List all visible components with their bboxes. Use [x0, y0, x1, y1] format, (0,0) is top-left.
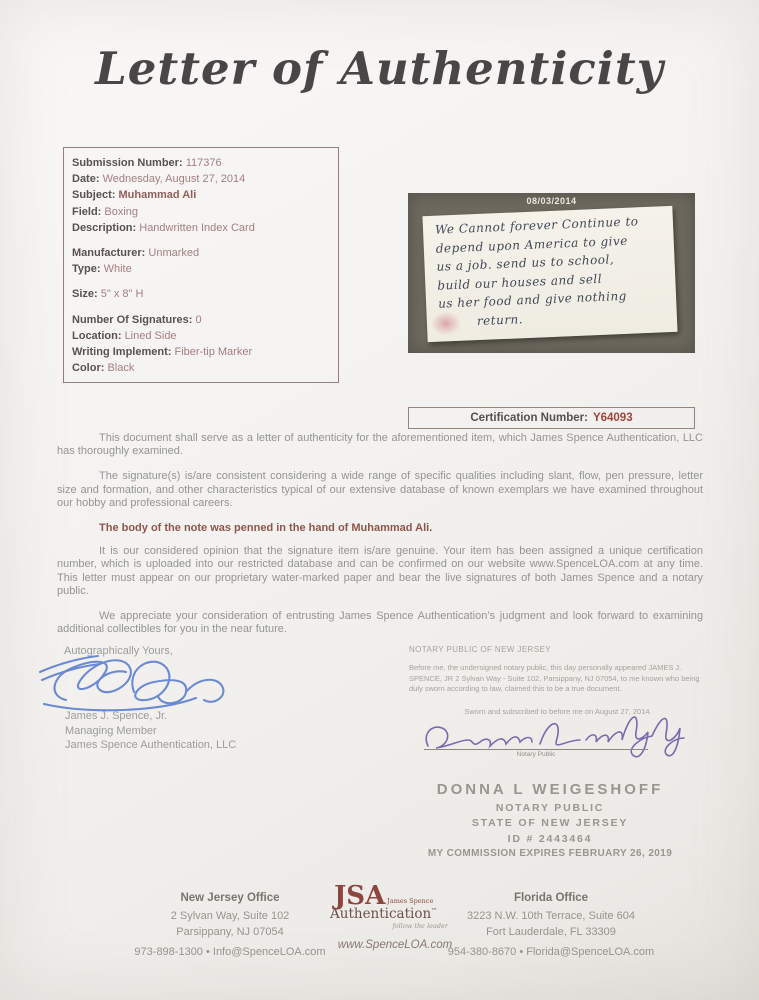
certification-number: Y64093 [592, 412, 633, 424]
table-row: Color: Black [72, 362, 135, 375]
nj-office-contact: 973-898-1300 • Info@SpenceLOA.com [134, 946, 326, 958]
stamp-id: ID # 2443464 [507, 832, 593, 845]
paragraph-genuine-opinion: It is our considered opinion that the signature item is/are genuine. Your item has been assigned a unique certification number, which is uploaded into our restricted database and can be confirmed on our website www.SpenceLOA.com at any time. This letter must appear on our proprietary water-marked paper and bear the live signatures of both James Spence and a notary public. [57, 545, 703, 597]
signer-block [65, 709, 236, 753]
table-row: Field: Boxing [72, 205, 139, 218]
nj-office-address1: 2 Sylvan Way, Suite 102 [170, 910, 290, 922]
notary-signature-line [424, 749, 648, 758]
photo-timestamp: 08/03/2014 [526, 196, 577, 206]
certification-number-box [408, 407, 695, 429]
table-row: Type: White [72, 263, 132, 276]
ink-smudge [430, 311, 461, 336]
jsa-website: www.SpenceLOA.com [337, 939, 453, 951]
fl-office-contact: 954-380-8670 • Florida@SpenceLOA.com [447, 946, 655, 958]
table-row: Location: Lined Side [72, 329, 177, 342]
fl-office-title: Florida Office [513, 892, 589, 904]
handwriting-line: depend upon America to give [435, 233, 629, 256]
handwriting-line: us her food and give nothing [437, 288, 628, 311]
notary-sworn-line: Sworn and subscribed to before me on August 27, 2014. [464, 706, 652, 716]
stamp-name: DONNA L WEIGESHOFF [436, 781, 664, 798]
paragraph-examined: This document shall serve as a letter of authenticity for the aforementioned item, which James Spence Authentication, LLC has thoroughly examined. [57, 432, 703, 458]
stamp-title: NOTARY PUBLIC [495, 801, 605, 814]
signer-name: James J. Spence, Jr. [65, 710, 168, 722]
stamp-expiry: MY COMMISSION EXPIRES FEBRUARY 26, 2019 [427, 848, 673, 859]
paragraph-appreciation: We appreciate your consideration of entrusting James Spence Authentication’s judgment and look forward to examining additional collectibles for you in the near future. [57, 610, 703, 636]
table-row: Date: Wednesday, August 27, 2014 [72, 173, 246, 186]
fl-office-address1: 3223 N.W. 10th Terrace, Suite 604 [467, 910, 635, 922]
letter-body [57, 432, 703, 648]
table-row: Size: 5" x 8" H [72, 288, 144, 301]
nj-office-address2: Parsippany, NJ 07054 [176, 926, 284, 938]
notary-statement: Before me, the undersigned notary public, this day personally appeared JAMES J. SPENCE, JR 2 Sylvan Way - Suite 102, Parsippany, NJ 07054, to me known who being duly sworn according to law, claimed this to be a true document. [409, 663, 700, 693]
nj-office-title: New Jersey Office [180, 892, 280, 904]
stamp-state: STATE OF NEW JERSEY [471, 817, 629, 829]
certification-label: Certification Number: [470, 412, 588, 424]
jsa-small-text: James Spence [387, 897, 434, 905]
signer-role: Managing Member [65, 724, 157, 737]
table-row: Number Of Signatures: 0 [72, 313, 202, 326]
handwritten-index-card [422, 206, 677, 342]
table-row: Subject: Muhammad Ali [72, 189, 197, 202]
paragraph-signature-qualities: The signature(s) is/are consistent considering a wide range of specific qualities including slant, flow, pen pressure, letter size and formation, and other characteristics typical of our extensive database of known exemplars we have examined throughout our hobby and professional careers. [57, 470, 703, 509]
table-row: Description: Handwritten Index Card [72, 221, 255, 234]
table-row: Writing Implement: Fiber-tip Marker [72, 346, 253, 359]
salutation: Autographically Yours, [64, 645, 173, 657]
notary-block [409, 645, 707, 716]
table-row: Manufacturer: Unmarked [72, 247, 200, 260]
page-title: Letter of Authenticity [95, 42, 664, 95]
jsa-name: Authentication™ [330, 906, 438, 922]
signer-company: James Spence Authentication, LLC [65, 739, 237, 751]
jsa-tagline: follow the leader [392, 922, 448, 930]
table-row: Submission Number: 117376 [72, 157, 222, 169]
notary-heading: NOTARY PUBLIC OF NEW JERSEY [409, 645, 551, 654]
handwriting-line: us a job. send us to school, [436, 252, 615, 274]
trademark-symbol: ™ [431, 907, 438, 915]
notary-stamp [400, 781, 700, 859]
notary-signature-label: Notary Public [516, 751, 556, 758]
handwriting-line: return. [476, 311, 524, 328]
item-photo [408, 193, 695, 353]
paragraph-opinion-highlight: The body of the note was penned in the hand of Muhammad Ali. [99, 522, 433, 535]
signature-rule [424, 749, 648, 750]
handwriting-line: build our houses and sell [437, 271, 603, 293]
fl-office-address2: Fort Lauderdale, FL 33309 [486, 926, 616, 938]
jsa-acronym: JSA [334, 881, 386, 911]
handwriting-line: We Cannot forever Continue to [434, 214, 639, 237]
submission-info-table [63, 147, 339, 383]
footer-fl-office [406, 892, 696, 958]
